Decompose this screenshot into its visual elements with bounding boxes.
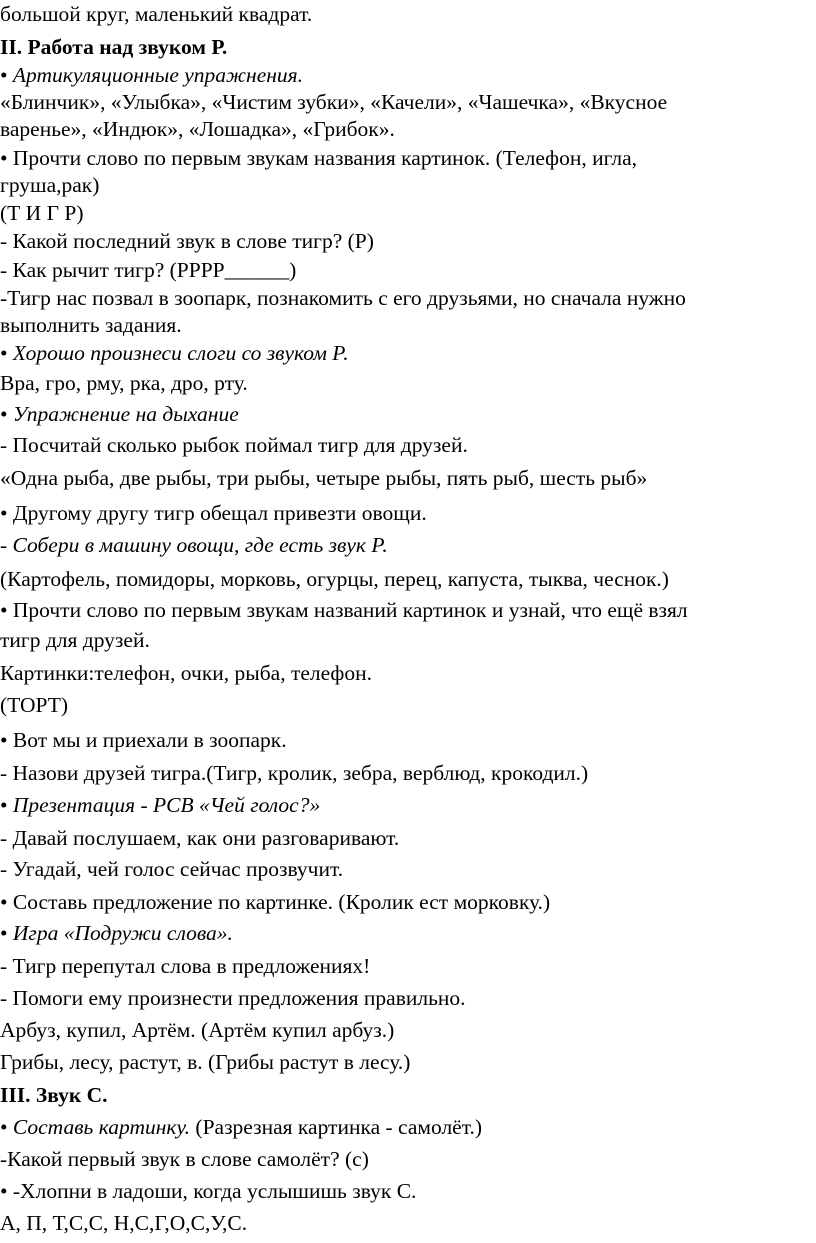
- text-line: -Какой первый звук в слове самолёт? (с): [0, 1147, 369, 1171]
- bullet-item: [0, 1114, 482, 1140]
- italic-heading: Упражнение на дыхание: [12, 402, 239, 426]
- italic-heading: Презентация - РСВ «Чей голос?»: [12, 793, 321, 817]
- bullet-mark: •: [0, 921, 13, 945]
- italic-heading: Артикуляционные упражнения.: [12, 63, 304, 87]
- bullet-item: [0, 340, 349, 366]
- text-line: • Составь предложение по картинке. (Кролик ест морковку.): [0, 890, 551, 914]
- text-line: Арбуз, купил, Артём. (Артём купил арбуз.): [0, 1018, 395, 1042]
- plain-text: (Разрезная картинка - самолёт.): [190, 1115, 483, 1139]
- text-line: (ТОРТ): [0, 693, 69, 717]
- text-line: большой круг, маленький квадрат.: [0, 2, 313, 26]
- bullet-mark: •: [0, 793, 13, 817]
- bullet-mark: •: [0, 63, 13, 87]
- text-line: - Как рычит тигр? (РРРР______): [0, 258, 297, 282]
- text-line: «Одна рыба, две рыбы, три рыбы, четыре рыбы, пять рыб, шесть рыб»: [0, 466, 648, 490]
- italic-line: - Собери в машину овощи, где есть звук Р.: [0, 533, 388, 557]
- bullet-mark: •: [0, 402, 13, 426]
- bullet-item: [0, 62, 303, 88]
- section-heading: III. Звук С.: [0, 1083, 108, 1107]
- text-line: - Тигр перепутал слова в предложениях!: [0, 954, 371, 978]
- bullet-mark: •: [0, 1115, 13, 1139]
- bullet-item: [0, 920, 233, 946]
- section-heading: II. Работа над звуком Р.: [0, 35, 228, 59]
- text-line: • Вот мы и приехали в зоопарк.: [0, 728, 287, 752]
- text-line: - Посчитай сколько рыбок поймал тигр для друзей.: [0, 433, 468, 457]
- text-line: А, П, Т,С,С, Н,С,Г,О,С,У,С.: [0, 1211, 248, 1235]
- bullet-item: [0, 792, 320, 818]
- text-line: Вра, гро, рму, рка, дро, рту.: [0, 371, 248, 395]
- text-line: «Блинчик», «Улыбка», «Чистим зубки», «Качели», «Чашечка», «Вкусное: [0, 90, 668, 114]
- text-line: - Какой последний звук в слове тигр? (Р): [0, 229, 374, 253]
- text-line: - Угадай, чей голос сейчас прозвучит.: [0, 857, 344, 881]
- text-line: Грибы, лесу, растут, в. (Грибы растут в лесу.): [0, 1050, 411, 1074]
- text-line: тигр для друзей.: [0, 628, 150, 652]
- italic-heading: Хорошо произнеси слоги со звуком Р.: [12, 341, 349, 365]
- text-line: Картинки:телефон, очки, рыба, телефон.: [0, 661, 372, 685]
- text-line: (Картофель, помидоры, морковь, огурцы, перец, капуста, тыква, чеснок.): [0, 567, 669, 591]
- text-line: варенье», «Индюк», «Лошадка», «Грибок».: [0, 117, 395, 141]
- text-line: - Назови друзей тигра.(Тигр, кролик, зебра, верблюд, крокодил.): [0, 761, 589, 785]
- text-line: • Прочти слово по первым звукам названий картинок и узнай, что ещё взял: [0, 598, 688, 622]
- italic-heading: Игра «Подружи слова».: [12, 921, 233, 945]
- bullet-item: [0, 401, 239, 427]
- text-line: груша,рак): [0, 173, 100, 197]
- text-line: • Прочти слово по первым звукам названия картинок. (Телефон, игла,: [0, 146, 638, 170]
- text-line: выполнить задания.: [0, 313, 182, 337]
- italic-heading: Составь картинку.: [12, 1115, 191, 1139]
- text-line: • -Хлопни в ладоши, когда услышишь звук С.: [0, 1179, 417, 1203]
- bullet-mark: •: [0, 341, 13, 365]
- text-line: - Давай послушаем, как они разговаривают.: [0, 826, 400, 850]
- text-line: (Т И Г Р): [0, 201, 84, 225]
- text-line: • Другому другу тигр обещал привезти овощи.: [0, 501, 427, 525]
- text-line: - Помоги ему произнести предложения правильно.: [0, 986, 466, 1010]
- text-line: -Тигр нас позвал в зоопарк, познакомить с его друзьями, но сначала нужно: [0, 286, 686, 310]
